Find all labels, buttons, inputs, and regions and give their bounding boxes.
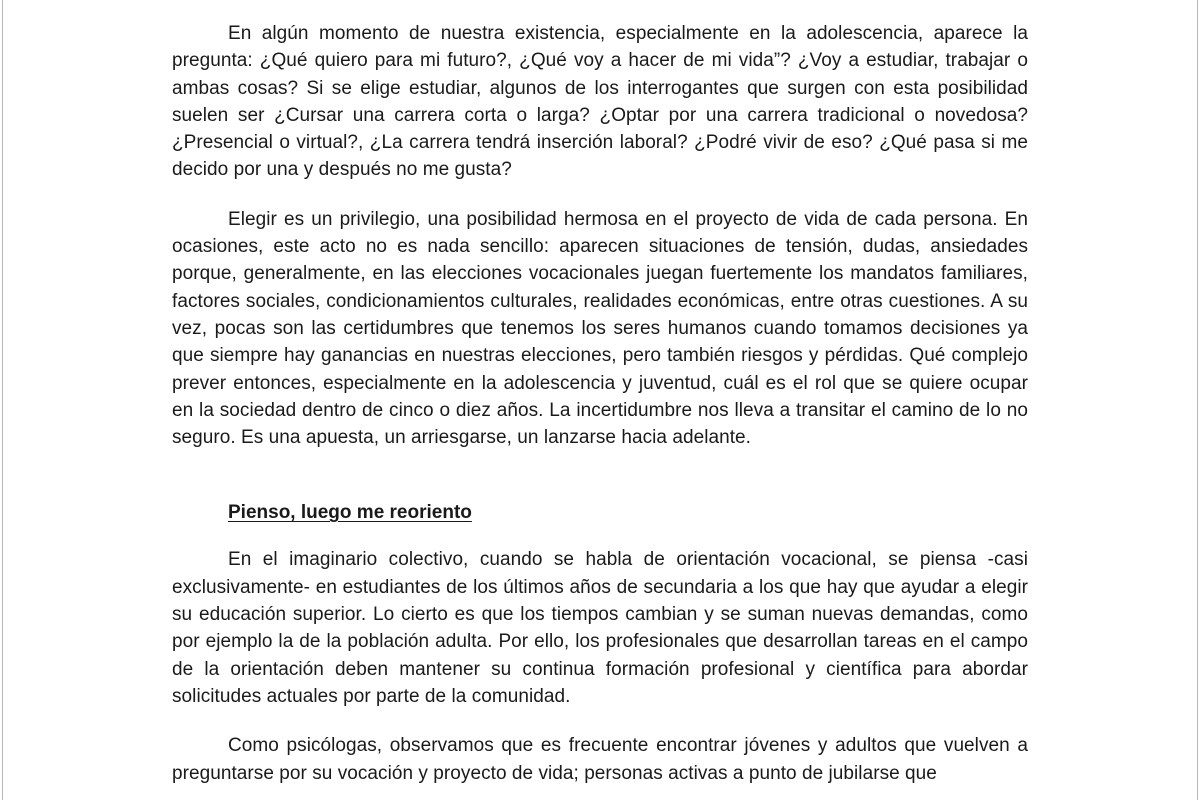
section-heading: Pienso, luego me reoriento	[228, 502, 472, 524]
paragraph-choosing-privilege: Elegir es un privilegio, una posibilidad hermosa en el proyecto de vida de cada persona. En ocasiones, este acto no es nada sencillo: aparecen situaciones de tensión, dudas, ansiedades porque, generalmente, en las elecciones vocacionales juegan fuertemente los mandatos familiares, factores sociales, condicionamientos culturales, realidades económicas, entre otras cuestiones. A su vez, pocas son las certidumbres que tenemos los seres humanos cuando tomamos decisiones ya que siempre hay ganancias en nuestras elecciones, pero también riesgos y pérdidas. Qué complejo prever entonces, especialmente en la adolescencia y juventud, cuál es el rol que se quiere ocupar en la sociedad dentro de cinco o diez años. La incertidumbre nos lleva a transitar el camino de lo no seguro. Es una apuesta, un arriesgarse, un lanzarse hacia adelante.	[172, 208, 1028, 449]
page-border-right	[1197, 0, 1198, 800]
paragraph-collective-imaginary: En el imaginario colectivo, cuando se habla de orientación vocacional, se piensa -casi exclusivamente- en estudiantes de los últimos años de secundaria a los que hay que ayudar a elegir su educación superior. Lo cierto es que los tiempos cambian y se suman nuevas demandas, como por ejemplo la de la población adulta. Por ello, los profesionales que desarrollan tareas en el campo de la orientación deben mantener su continua formación profesional y científica para abordar solicitudes actuales por parte de la comunidad.	[172, 549, 1028, 707]
document-body	[172, 20, 1028, 787]
paragraph-psychologists: Como psicólogas, observamos que es frecuente encontrar jóvenes y adultos que vuelven a preguntarse por su vocación y proyecto de vida; personas activas a punto de jubilarse que	[172, 735, 1028, 784]
page-border-left	[2, 0, 3, 800]
paragraph-intro-questions: En algún momento de nuestra existencia, especialmente en la adolescencia, aparece la pregunta: ¿Qué quiero para mi futuro?, ¿Qué voy a hacer de mi vida”? ¿Voy a estudiar, trabajar o ambas cosas? Si se elige estudiar, algunos de los interrogantes que surgen con esta posibilidad suelen ser ¿Cursar una carrera corta o larga? ¿Optar por una carrera tradicional o novedosa? ¿Presencial o virtual?, ¿La carrera tendrá inserción laboral? ¿Podré vivir de eso? ¿Qué pasa si me decido por una y después no me gusta?	[172, 23, 1028, 181]
